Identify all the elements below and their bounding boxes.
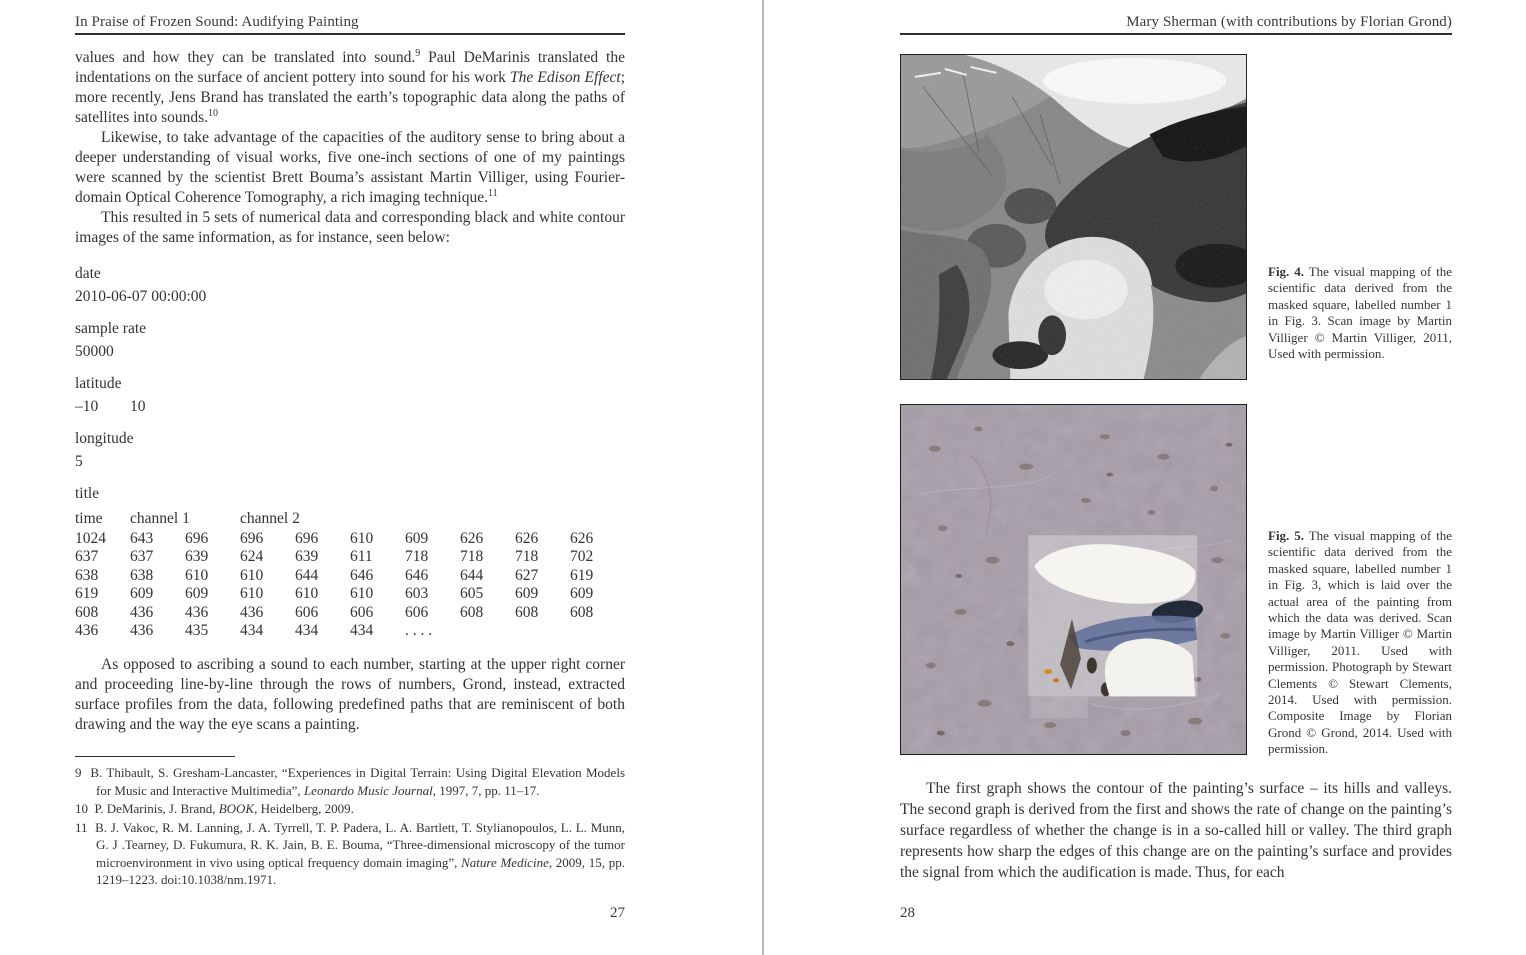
data-group-longitude [75,428,625,473]
footnote-number: 11 [75,819,88,835]
running-head-rule-left [75,33,625,35]
data-label-title: title [75,485,100,502]
work-title-italic: The Edison Effect [510,69,621,86]
table-cell: 434 [295,622,319,640]
table-cell: 609 [130,585,154,603]
column-header-time: time [75,509,103,527]
table-cell: 610 [240,585,264,603]
table-row [75,548,625,567]
table-cell: 609 [570,585,594,603]
table-cell: 436 [75,622,99,640]
table-cell: 646 [350,566,374,584]
fig5-caption-text: The visual mapping of the scientific data derived from the masked square, labelled number 1 in Fig. 3, which is laid over the actual area of the painting from which the data was derived. Scan image by Martin Villiger © Martin Villiger, 2011. Used with permission. Photograph by Stewart Clements © Stewart Clements, 2014. Used with permission. Composite Image by Florian Grond © Grond, 2014. Used with permission. [1268,528,1453,757]
data-label-latitude: latitude [75,375,122,392]
table-cell: 646 [405,566,429,584]
table-cell: 608 [75,603,99,621]
table-row [75,622,625,641]
data-table [75,507,625,642]
table-cell: 643 [130,529,154,547]
table-row [75,530,625,549]
table-cell: 696 [240,529,264,547]
table-cell: 610 [295,585,319,603]
table-cell: 696 [185,529,209,547]
table-cell: 627 [515,566,539,584]
table-cell: 637 [130,548,154,566]
table-cell: 608 [570,603,594,621]
paragraph-1 [75,48,625,128]
table-cell: 718 [460,548,484,566]
table-cell: 1024 [75,529,106,547]
table-cell: 609 [515,585,539,603]
table-cell: 639 [185,548,209,566]
table-row [75,604,625,623]
journal-title-italic: Nature Medicine [461,854,549,870]
table-cell: 603 [405,585,429,603]
table-cell: 606 [350,603,374,621]
table-cell: 624 [240,548,264,566]
table-cell: 626 [460,529,484,547]
table-cell: 435 [185,622,209,640]
journal-title-italic: Leonardo Music Journal [303,782,433,798]
footnote-11 [75,819,625,889]
footnote-ref-11: 11 [487,187,498,199]
data-group-latitude [75,373,625,418]
paragraph-text: values and how they can be translated into sound. [75,49,416,66]
table-cell: 639 [295,548,319,566]
data-values-latitude [75,396,625,419]
footnote-ref-9: 9 [415,47,421,59]
fig4-caption-text: The visual mapping of the scientific data derived from the masked square, labelled number 1 in Fig. 3. Scan image by Martin Villiger © Martin Villiger, 2011, Used with permission. [1268,264,1453,362]
footnote-text: P. DeMarinis, J. Brand, [94,801,219,817]
table-cell: 606 [295,603,319,621]
closing-paragraph: As opposed to ascribing a sound to each number, starting at the upper right corner and proceeding line-by-line through the rows of numbers, Grond, instead, extracted surface profiles from the data, following predefined paths that are reminiscent of both drawing and the way the eye scans a painting. [75,656,625,734]
table-cell: 619 [570,566,594,584]
data-table-body [75,530,625,642]
table-cell: 436 [130,603,154,621]
table-cell: 610 [185,566,209,584]
fig5-label: Fig. 5. [1268,528,1305,543]
table-cell: 609 [405,529,429,547]
fig4-texture-graphic [901,55,1246,379]
table-cell: 644 [295,566,319,584]
fig5-composite-image [900,404,1247,755]
footnote-text: B. Thibault, S. Gresham-Lancaster, “Experiences in Digital Terrain: Using Digital Elevation Models for Music and Interactive Multimedia”, [90,765,626,798]
page-number-right: 28 [900,905,915,921]
table-row [75,585,625,604]
table-cell: 638 [130,566,154,584]
table-row [75,567,625,586]
table-cell: 611 [350,548,373,566]
data-label-sample-rate: sample rate [75,320,147,337]
running-head-right: Mary Sherman (with contributions by Florian Grond) [1126,14,1452,30]
table-cell: 702 [570,548,594,566]
table-cell: 610 [350,585,374,603]
table-cell: 434 [350,622,374,640]
book-title-italic: BOOK, [218,801,258,817]
numeric-data-block [75,263,625,506]
running-head-rule-right [900,33,1452,35]
table-cell: 718 [405,548,429,566]
table-cell: . . . . [405,622,433,640]
data-label-longitude: longitude [75,430,134,447]
footnotes-block [75,756,625,890]
data-value-sample-rate: 50000 [75,342,114,360]
page-number-left: 27 [610,905,625,921]
fig5-texture-graphic [901,405,1246,754]
column-header-channel-1: channel 1 [130,509,190,527]
footnote-text: , 1997, 7, pp. 11–17. [432,782,540,798]
table-cell: 436 [130,622,154,640]
footnote-10 [75,800,625,818]
left-page [75,0,625,955]
footnote-text: Heidelberg, 2009. [257,801,354,817]
column-header-channel-2: channel 2 [240,509,300,527]
page-divider [762,0,764,955]
table-cell: 638 [75,566,99,584]
fig4-scan-image [900,54,1247,380]
table-cell: 605 [460,585,484,603]
footnote-text: B. J. Vakoc, R. M. Lanning, J. A. Tyrrell, T. P. Padera, L. A. Bartlett, T. Stylianopoulos, L. L. Munn, G. J .Tearney, D. Fukumura, R. K. Jain, B. E. Bouma, “Three-dimensional microscopy of the tumor microenvironment in vivo using optical frequency domain imaging”, [95,819,625,870]
data-group-sample-rate [75,318,625,363]
table-cell: 718 [515,548,539,566]
left-body-text [75,48,625,735]
table-cell: 696 [295,529,319,547]
fig4-label: Fig. 4. [1268,264,1305,279]
table-cell: 637 [75,548,99,566]
table-cell: 608 [515,603,539,621]
paragraph-3: This resulted in 5 sets of numerical data and corresponding black and white contour images of the same information, as for instance, seen below: [75,209,625,246]
table-cell: 619 [75,585,99,603]
data-label-date: date [75,265,101,282]
footnote-text: , 2009, 15, pp. 1219–1223. doi:10.1038/nm.1971. [96,854,625,888]
footnote-9 [75,764,625,799]
footnote-ref-10: 10 [208,107,219,119]
footnote-number: 10 [75,801,88,817]
latitude-min: –10 [75,397,99,415]
fig5-caption [1268,528,1452,758]
table-cell: 608 [460,603,484,621]
paragraph-graphs: The first graph shows the contour of the painting’s surface – its hills and valleys. The second graph is derived from the first and shows the rate of change on the painting’s surface regardless of whether the change is in a so-called hill or valley. The third graph represents how sharp the edges of this change are on the painting’s surface and provides the signal from which the audification is made. Thus, for each [900,780,1452,881]
paragraph-text: Paul DeMarinis translated the indentations on the surface of ancient pottery into sound for his work [75,49,625,86]
running-head-left: In Praise of Frozen Sound: Audifying Painting [75,14,359,30]
right-page [900,0,1452,955]
paragraph-text: Likewise, to take advantage of the capacities of the auditory sense to bring about a deeper understanding of visual works, five one-inch sections of one of my paintings were scanned by the scientist Brett Bouma’s assistant Martin Villiger, using Fourier-domain Optical Coherence Tomography, a rich imaging technique. [75,129,625,206]
data-value-longitude: 5 [75,452,83,470]
table-cell: 626 [570,529,594,547]
paragraph-2 [75,128,625,208]
footnote-number: 9 [75,765,82,781]
right-body-text [900,778,1452,883]
table-cell: 436 [185,603,209,621]
table-cell: 434 [240,622,264,640]
table-cell: 606 [405,603,429,621]
table-cell: 610 [240,566,264,584]
data-value-date: 2010-06-07 00:00:00 [75,287,207,305]
table-header-row [75,507,625,530]
paragraph-text: ; more recently, Jens Brand has translated the earth’s topographic data along the paths of satellites into sounds. [75,69,626,126]
table-cell: 610 [350,529,374,547]
table-cell: 436 [240,603,264,621]
data-group-date [75,263,625,308]
footnote-rule [75,756,235,757]
latitude-max: 10 [130,397,146,415]
table-cell: 626 [515,529,539,547]
table-cell: 644 [460,566,484,584]
fig4-caption [1268,264,1452,362]
table-cell: 609 [185,585,209,603]
